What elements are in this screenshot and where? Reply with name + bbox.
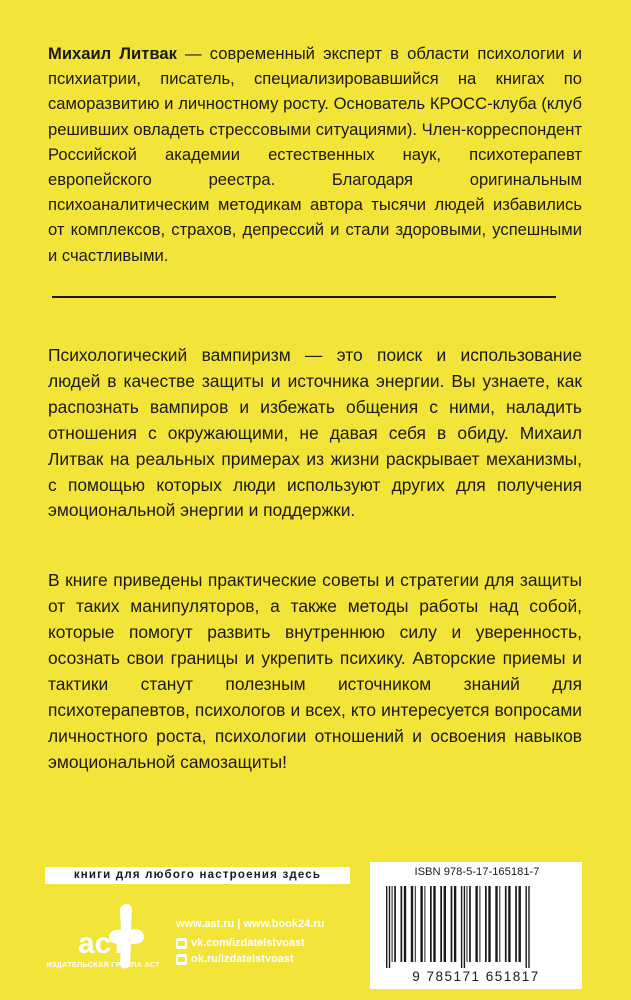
website-links: www.ast.ru | www.book24.ru [176,918,325,930]
barcode-digits: 9 785171 651817 [412,969,540,984]
barcode-bar [451,886,453,962]
barcode-bar [389,886,390,968]
barcode-bar [479,886,480,962]
barcode-bar [461,886,462,968]
barcode-bar [469,886,471,962]
ok-link [176,952,294,966]
barcode-bar [515,886,517,962]
barcode-bar [392,886,393,962]
vk-link-text: vk.com/izdatelstvoast [191,937,305,949]
barcode [384,886,568,968]
barcode-bar [394,886,396,962]
barcode-bar [386,886,387,968]
description-paragraph-2: В книге приведены практические советы и стратегии для защиты от таких манипуляторов, а также методы работы над собой, которые помогут развить внутреннюю силу и уверенность, осознать свои границы и укрепить психику. Авторские приемы и тактики станут полезным источником знаний для психотерапевтов, психологов и всех, кто интересуется вопросами личностного роста, психологии отношений и освоения навыков эмоциональной самозащиты! [48,570,582,772]
barcode-bar [508,886,510,962]
barcode-bar [464,886,465,968]
description-paragraph-1: Психологический вампиризм — это поиск и использование людей в качестве защиты и источника энергии. Вы узнаете, как распознать вампиров и избежать общения с ними, наладить отношения с окружающими, не давая себя в обиду. Михаил Литвак на реальных примерах из жизни раскрывает механизмы, с помощью которых люди используют других для получения эмоциональной энергии и поддержки. [48,345,582,521]
barcode-bar [519,886,521,962]
vk-icon [176,938,187,949]
barcode-bar [485,886,487,962]
divider-rule [52,296,556,298]
logo-letters: аст [78,927,127,960]
barcode-bar [424,886,425,962]
barcode-bar [475,886,477,962]
barcode-bar [415,886,416,962]
barcode-bar [401,886,403,962]
author-bio [48,41,582,268]
publisher-logo [52,900,162,1000]
barcode-bar [488,886,490,962]
vk-link [176,936,305,950]
barcode-bar [454,886,456,962]
slogan-banner: книги для любого настроения здесь [45,867,350,884]
author-name: Михаил Литвак [48,44,177,63]
barcode-bar [495,886,497,962]
barcode-bar [411,886,413,962]
isbn-label: ISBN 978-5-17-165181-7 [414,866,540,878]
publisher-caption: ИЗДАТЕЛЬСКАЯ ГРУППА АСТ [46,960,160,969]
barcode-bar [505,886,507,962]
barcode-bar [467,886,468,962]
barcode-bar [430,886,432,962]
barcode-bar [499,886,500,962]
barcode-bar [528,886,529,968]
barcode-bar [420,886,422,962]
barcode-bar [433,886,435,962]
author-bio-text: — современный эксперт в области психологии и психиатрии, писатель, специализировавшийся на книгах по саморазвитию и личностному росту. Основатель КРОСС-клуба (клуб решивших овладеть стрессовыми ситуациями). Член-корреспондент Российской академии естественных наук, психотерапевт европейского реестра. Благодаря оригинальным психоаналитическим методикам автора тысячи людей избавились от комплексов, страхов, депрессий и стали здоровыми, успешными и счастливыми. [48,44,582,265]
barcode-bar [444,886,446,962]
barcode-bar [440,886,442,962]
ok-link-text: ok.ru/izdatelstvoast [191,953,294,965]
barcode-bar [526,886,527,968]
barcode-bar [404,886,406,962]
ok-icon [176,954,187,965]
